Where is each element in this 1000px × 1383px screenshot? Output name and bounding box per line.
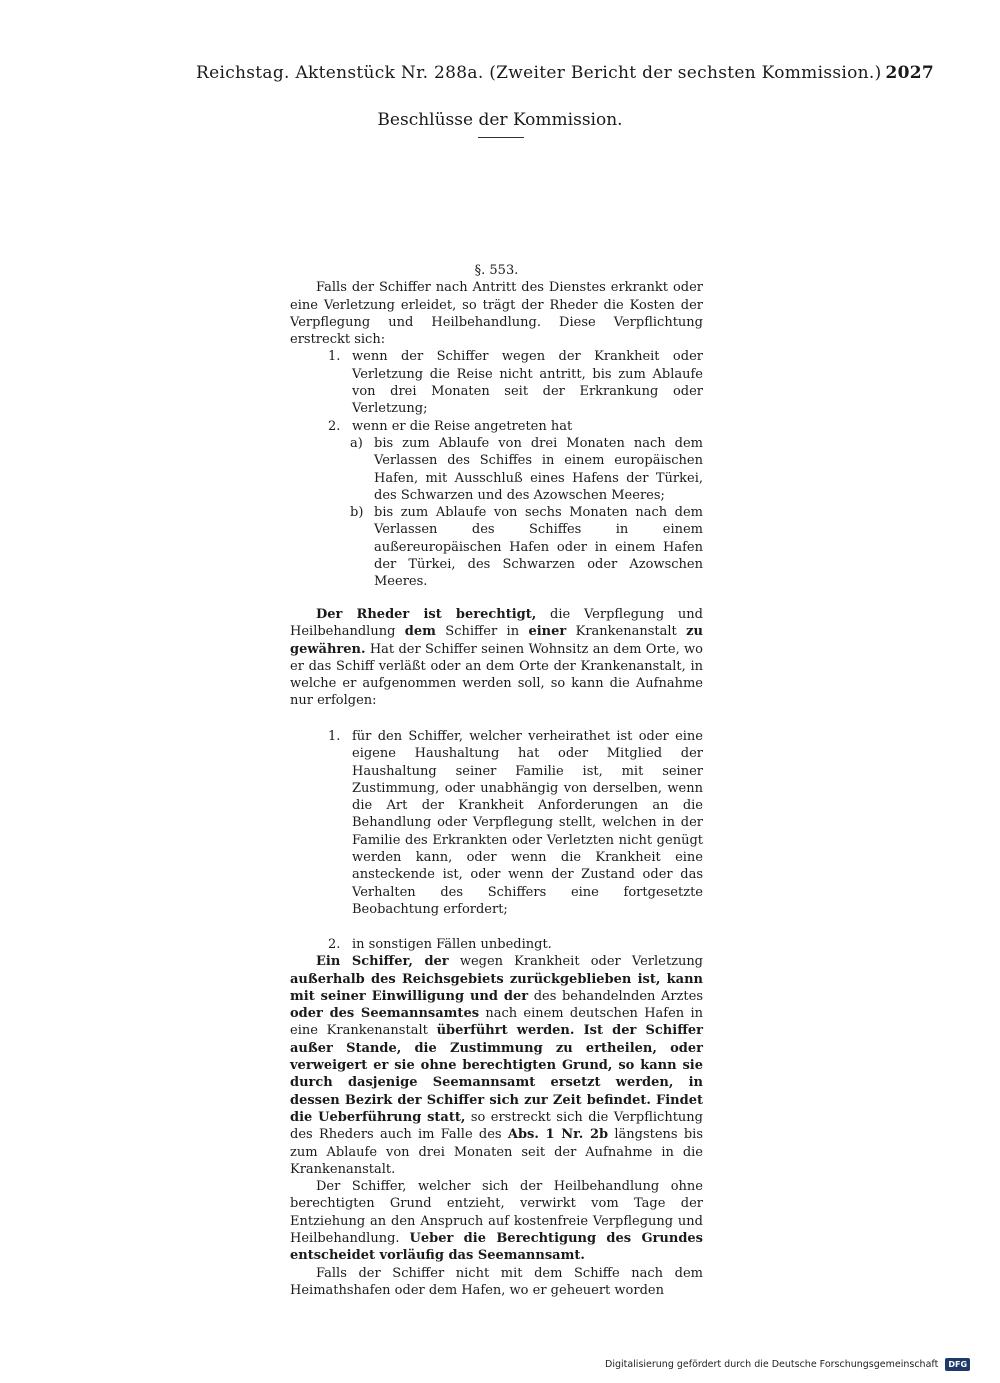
- treatment-refusal-paragraph: [290, 1178, 703, 1264]
- body-text: des behandelnden Arztes: [528, 988, 703, 1004]
- bold-text: zu gewähren.: [290, 624, 703, 657]
- home-port-paragraph: Falls der Schiffer nicht mit dem Schiffe nach dem Heimathshafen oder dem Hafen, wo er geheuert worden: [290, 1265, 703, 1298]
- bold-text: einer: [528, 624, 567, 640]
- sub-item-letter: a): [350, 435, 363, 451]
- item-number: 1.: [328, 729, 341, 744]
- body-text: Der Schiffer, welcher sich der Heilbehandlung ohne berechtigten Grund entzieht, verwirkt vom Tage der Entziehung an den Anspruch auf kostenfreie Verpflegung und Heilbehandlung.: [290, 1179, 703, 1247]
- section-title: Beschlüsse der Kommission.: [377, 110, 623, 130]
- paragraph-number: §. 553.: [474, 263, 519, 278]
- body-text: längstens bis zum Ablaufe von drei Monaten seit der Aufnahme in die Krankenanstalt.: [290, 1127, 704, 1177]
- item-text: in sonstigen Fällen unbedingt.: [352, 937, 552, 952]
- body-text: nach einem deutschen Hafen in eine Krankenanstalt: [290, 1006, 703, 1039]
- bold-text: Ueber die Berechtigung des Grundes entscheidet vorläufig das Seemannsamt.: [290, 1231, 703, 1264]
- bold-text: dem: [404, 624, 436, 640]
- sub-item-text: bis zum Ablaufe von drei Monaten nach dem Verlassen des Schiffes in einem europäischen Hafen, mit Ausschluß eines Hafens der Türkei, des Schwarzen und des Azowschen Meeres;: [374, 435, 703, 503]
- header-title: Reichstag. Aktenstück Nr. 288a. (Zweiter Bericht der sechsten Kommission.): [196, 63, 882, 83]
- body-text: die Verpflegung und Heilbehandlung: [290, 607, 703, 640]
- intro-paragraph: Falls der Schiffer nach Antritt des Dienstes erkrankt oder eine Verletzung erleidet, so trägt der Rheder die Kosten der Verpflegung und Heilbehandlung. Diese Verpflichtung erstreckt sich:: [290, 280, 703, 348]
- item-number: 2.: [328, 418, 341, 434]
- body-text: Schiffer in: [435, 624, 529, 640]
- bold-text: außerhalb des Reichsgebiets zurückgeblieben ist, kann mit seiner Einwilligung und der: [290, 971, 703, 1004]
- sub-item: [290, 504, 703, 590]
- bold-text: Abs. 1 Nr. 2b: [507, 1127, 609, 1143]
- list-item: [290, 418, 703, 435]
- item-number: 2.: [328, 937, 341, 952]
- item-text: für den Schiffer, welcher verheirathet ist oder eine eigene Haushaltung hat oder Mitglied der Haushaltung seiner Familie ist, mit seiner Zustimmung, oder unabhängig von derselben, wenn die Art der Krankheit Anforderungen an die Behandlung oder Verpflegung stellt, welchen in der Familie des Erkrankten oder Verletzten nicht genügt werden kann, oder wenn die Krankheit eine ansteckende ist, oder wenn der Zustand oder das Verhalten des Schiffers eine fortgesetzte Beobachtung erfordert;: [352, 729, 703, 917]
- sub-item-text: bis zum Ablaufe von sechs Monaten nach dem Verlassen des Schiffes in einem außereuropäischen Hafen oder in einem Hafen der Türkei, des Schwarzen oder Azowschen Meeres.: [374, 505, 703, 590]
- credit-text: Digitalisierung gefördert durch die Deutsche Forschungsgemeinschaft: [605, 1359, 939, 1370]
- list-item: [290, 348, 703, 417]
- sub-item-letter: b): [350, 505, 364, 521]
- article-block-2a: [290, 606, 703, 710]
- bold-text: überführt werden. Ist der Schiffer außer Stande, die Zustimmung zu ertheilen, oder verweigert er sie ohne berechtigten Grund, so kann sie durch dasjenige Seemannsamt ersetzt werden, in dessen Bezirk der Schiffer sich zur Zeit befindet. Findet die Ueberführung statt,: [290, 1023, 703, 1125]
- dfg-logo-icon: DFG: [945, 1358, 970, 1371]
- article-block-2b: [290, 728, 703, 918]
- bold-text: Der Rheder ist berechtigt,: [316, 607, 537, 622]
- body-text: so erstreckt sich die Verpflichtung des Rheders auch im Falle des: [290, 1109, 703, 1143]
- digitization-credit: [605, 1358, 968, 1372]
- transfer-paragraph: [290, 953, 703, 1178]
- body-text: Krankenanstalt: [566, 624, 687, 640]
- list-item: [290, 936, 703, 953]
- list-item: [290, 728, 703, 918]
- page-number: 2027: [885, 63, 934, 83]
- bold-text: oder des Seemannsamtes: [290, 1006, 480, 1022]
- bold-text: Ein Schiffer, der: [316, 954, 449, 970]
- item-text: wenn der Schiffer wegen der Krankheit oder Verletzung die Reise nicht antritt, bis zum Ablaufe von drei Monaten seit der Erkrankung oder Verletzung;: [352, 349, 703, 417]
- article-block-1: [290, 262, 703, 591]
- sub-item: [290, 435, 703, 504]
- item-number: 1.: [328, 349, 341, 365]
- body-text: Hat der Schiffer seinen Wohnsitz an dem Orte, wo er das Schiff verläßt oder an dem Orte der Krankenanstalt, in welche er aufgenommen werden soll, so kann die Aufnahme nur erfolgen:: [290, 641, 703, 709]
- rheder-paragraph: [290, 606, 703, 710]
- article-block-2c: [290, 936, 703, 1299]
- body-text: wegen Krankheit oder Verletzung: [448, 954, 704, 970]
- title-divider: [478, 137, 524, 138]
- running-header: [196, 60, 934, 86]
- item-text: wenn er die Reise angetreten hat: [352, 418, 573, 434]
